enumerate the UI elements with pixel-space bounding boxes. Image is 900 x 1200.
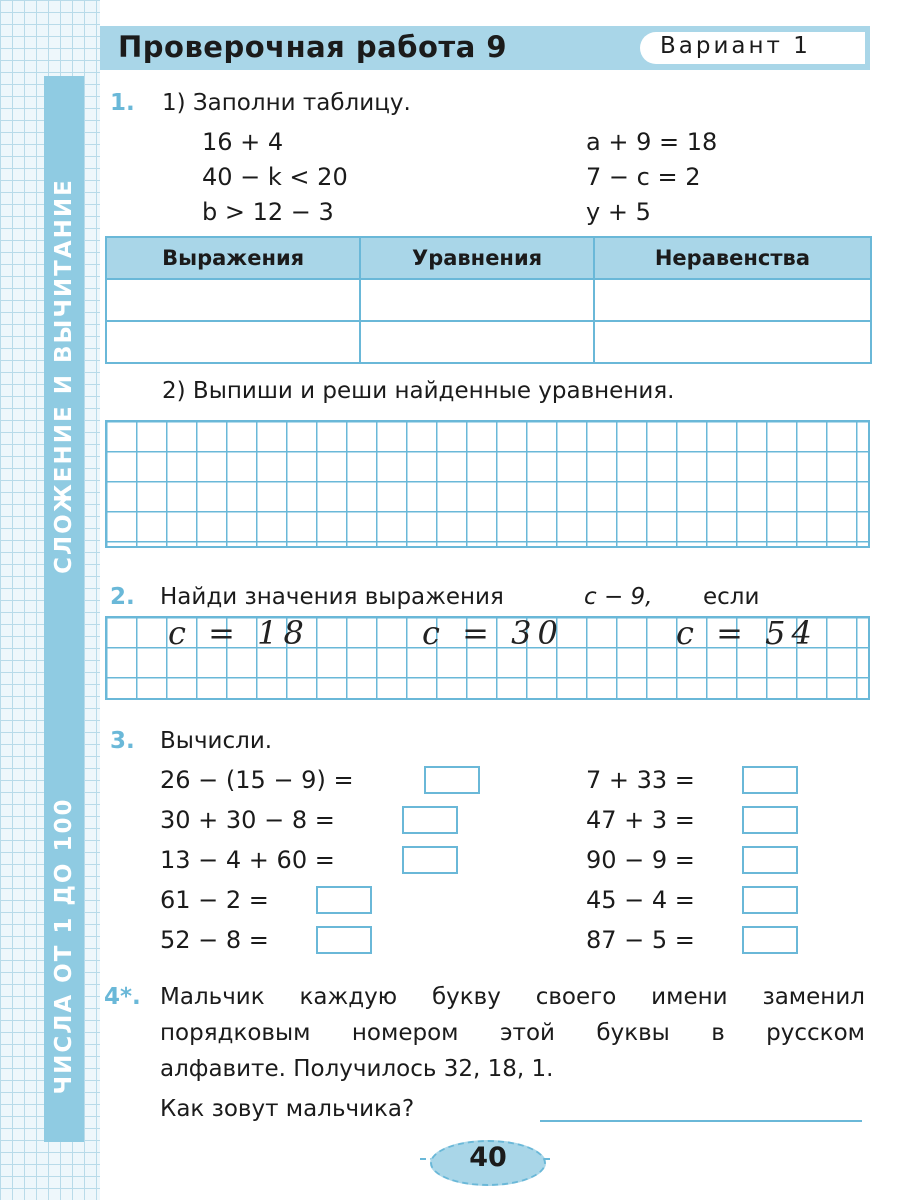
topic-sidebar [44, 76, 84, 1142]
page-title: Проверочная работа 9 [118, 30, 508, 64]
task4-question: Как зовут мальчика? [160, 1096, 415, 1122]
task4-text-line: алфавите. Получилось 32, 18, 1. [160, 1056, 554, 1082]
sidebar-topic-top: СЛОЖЕНИЕ И ВЫЧИТАНИЕ [51, 178, 77, 574]
task4-text-line: порядковым номером этой буквы в русском [160, 1020, 865, 1046]
task1-item: 16 + 4 [202, 128, 284, 156]
answer-box[interactable] [742, 806, 798, 834]
task1-item: y + 5 [586, 198, 651, 226]
task2-instruction: Найди значения выражения [160, 584, 504, 610]
c-value: c = 18 [168, 614, 310, 652]
calc-expression: 47 + 3 = [586, 806, 695, 834]
task1-item: 40 − k < 20 [202, 163, 348, 191]
task2-expression: c − 9, [584, 584, 653, 610]
answer-box[interactable] [742, 846, 798, 874]
page-number: 40 [469, 1142, 507, 1173]
calc-expression: 30 + 30 − 8 = [160, 806, 335, 834]
table-cell[interactable] [594, 279, 871, 321]
task2-condition: если [703, 584, 760, 610]
variant-label: Вариант 1 [660, 33, 811, 59]
sidebar-topic-bottom: ЧИСЛА ОТ 1 ДО 100 [51, 797, 77, 1095]
answer-box[interactable] [402, 806, 458, 834]
table-header: Уравнения [360, 237, 594, 279]
table-header: Неравенства [594, 237, 871, 279]
task1-item: b > 12 − 3 [202, 198, 334, 226]
task3-instruction: Вычисли. [160, 728, 273, 754]
answer-box[interactable] [742, 766, 798, 794]
calc-expression: 7 + 33 = [586, 766, 695, 794]
task1-item: 7 − c = 2 [586, 163, 701, 191]
answer-box[interactable] [424, 766, 480, 794]
table-cell[interactable] [106, 279, 360, 321]
calc-expression: 90 − 9 = [586, 846, 695, 874]
calc-expression: 52 − 8 = [160, 926, 269, 954]
table-cell[interactable] [594, 321, 871, 363]
table-cell[interactable] [360, 321, 594, 363]
table-cell[interactable] [106, 321, 360, 363]
task1-part1-instruction: 1) Заполни таблицу. [162, 90, 411, 116]
task-number: 4*. [104, 984, 141, 1010]
answer-box[interactable] [742, 886, 798, 914]
task-number: 3. [110, 728, 135, 754]
table-header: Выражения [106, 237, 360, 279]
task1-item: a + 9 = 18 [586, 128, 718, 156]
answer-box[interactable] [742, 926, 798, 954]
answer-grid[interactable] [105, 420, 870, 548]
answer-box[interactable] [402, 846, 458, 874]
task-number: 2. [110, 584, 135, 610]
c-value: c = 54 [676, 614, 818, 652]
calc-expression: 26 − (15 − 9) = [160, 766, 354, 794]
classification-table [105, 236, 872, 364]
answer-line[interactable] [540, 1120, 862, 1122]
c-value: c = 30 [422, 614, 564, 652]
task-number: 1. [110, 90, 135, 116]
task4-text-line: Мальчик каждую букву своего имени заменил [160, 984, 865, 1010]
answer-box[interactable] [316, 926, 372, 954]
calc-expression: 61 − 2 = [160, 886, 269, 914]
calc-expression: 45 − 4 = [586, 886, 695, 914]
table-cell[interactable] [360, 279, 594, 321]
calc-expression: 13 − 4 + 60 = [160, 846, 335, 874]
calc-expression: 87 − 5 = [586, 926, 695, 954]
answer-box[interactable] [316, 886, 372, 914]
task1-part2-instruction: 2) Выпиши и реши найденные уравнения. [162, 378, 675, 404]
